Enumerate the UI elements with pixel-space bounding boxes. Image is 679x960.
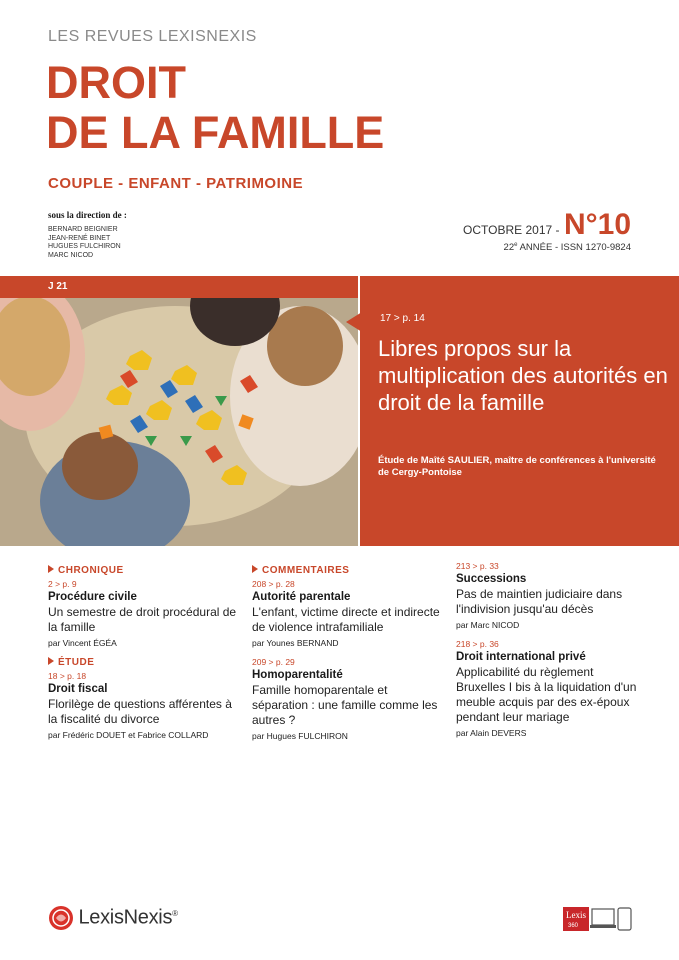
feature-title[interactable]: Libres propos sur la multiplication des autorités en droit de la famille [378, 336, 668, 415]
journal-title [46, 58, 384, 158]
title-line-2: DE LA FAMILLE [46, 107, 385, 158]
badge-top-text: Lexis [566, 910, 586, 920]
article-description: Pas de maintien judiciaire dans l'indivision jusqu'au décès [456, 587, 623, 616]
article-author: par Marc NICOD [456, 620, 520, 630]
article-title[interactable]: Droit international privé [456, 651, 586, 663]
article-title[interactable]: Autorité parentale [252, 591, 351, 603]
director-name: JEAN-RENÉ BINET [48, 234, 111, 242]
children-playing-illustration [0, 276, 358, 546]
title-line-1: DROIT [46, 57, 186, 108]
article-author: par Hugues FULCHIRON [252, 731, 348, 741]
article-author: par Vincent ÉGÉA [48, 638, 117, 648]
article-description: Famille homoparentale et séparation : une famille comme les autres ? [252, 683, 438, 727]
direction-label: sous la direction de : [48, 210, 127, 220]
triangle-bullet-icon [48, 565, 54, 573]
section-heading-commentaires [252, 565, 442, 576]
feature-pointer-icon [346, 312, 362, 332]
section-heading-chronique [48, 565, 238, 576]
section-heading-label: CHRONIQUE [58, 565, 124, 576]
article-title[interactable]: Droit fiscal [48, 683, 108, 695]
article-ref: 18 > p. 18 [48, 671, 87, 681]
section-heading-label: COMMENTAIRES [262, 565, 350, 576]
issue-year-sup: e [514, 242, 518, 248]
article-title[interactable]: Successions [456, 573, 527, 585]
publisher-name: LexisNexis [78, 906, 173, 929]
article-ref: 208 > p. 28 [252, 579, 295, 589]
article-description: Un semestre de droit procédural de la famille [48, 605, 237, 634]
series-name: LES REVUES LEXISNEXIS [48, 28, 257, 45]
director-name: MARC NICOD [48, 251, 94, 259]
publisher-logo [48, 905, 178, 931]
issue-year-rest: ANNÉE - ISSN 1270-9824 [517, 242, 631, 254]
article-ref: 2 > p. 9 [48, 579, 77, 589]
direction-names [48, 226, 121, 260]
article-ref: 209 > p. 29 [252, 657, 295, 667]
device-icons [563, 905, 633, 933]
article-ref: 218 > p. 36 [456, 639, 499, 649]
toc-column-3 [456, 561, 646, 747]
journal-subtitle: COUPLE - ENFANT - PATRIMOINE [48, 175, 304, 192]
article-description: Florilège de questions afférentes à la fiscalité du divorce [48, 697, 232, 726]
article-description: Applicabilité du règlement Bruxelles I bis à la liquidation d'un meuble acquis par des ex-époux pendant leur mariage [456, 665, 637, 724]
article-author: par Younes BERNAND [252, 638, 339, 648]
feature-ref: 17 > p. 14 [380, 313, 425, 324]
issue-number: N°10 [563, 208, 631, 241]
cover-photo [0, 276, 358, 546]
section-heading-label: ÉTUDE [58, 657, 95, 668]
lexisnexis-emblem-icon [48, 905, 74, 931]
triangle-bullet-icon [48, 657, 54, 665]
feature-author: Étude de Maîté SAULIER, maître de conférences à l'université de Cergy-Pontoise [378, 455, 656, 478]
badge-bottom-text: 360 [568, 923, 579, 929]
issue-year-num: 22 [503, 242, 515, 254]
triangle-bullet-icon [252, 565, 258, 573]
registered-mark: ® [172, 908, 179, 918]
section-heading-etude [48, 657, 238, 668]
article-description: L'enfant, victime directe et indirecte de violence intrafamiliale [252, 605, 440, 634]
toc-column-1 [48, 565, 238, 749]
article-ref: 213 > p. 33 [456, 561, 499, 571]
article-author: par Frédéric DOUET et Fabrice COLLARD [48, 730, 209, 740]
lexis360-badge [563, 905, 633, 938]
toc-column-2 [252, 565, 442, 750]
issue-date: OCTOBRE 2017 - [463, 223, 560, 237]
article-author: par Alain DEVERS [456, 728, 527, 738]
issue-year-issn [504, 242, 631, 253]
article-title[interactable]: Procédure civile [48, 591, 137, 603]
article-title[interactable]: Homoparentalité [252, 669, 343, 681]
issue-info [463, 208, 631, 242]
photo-tag: J 21 [48, 281, 68, 292]
director-name: HUGUES FULCHIRON [48, 243, 121, 250]
director-name: BERNARD BEIGNIER [48, 226, 118, 233]
